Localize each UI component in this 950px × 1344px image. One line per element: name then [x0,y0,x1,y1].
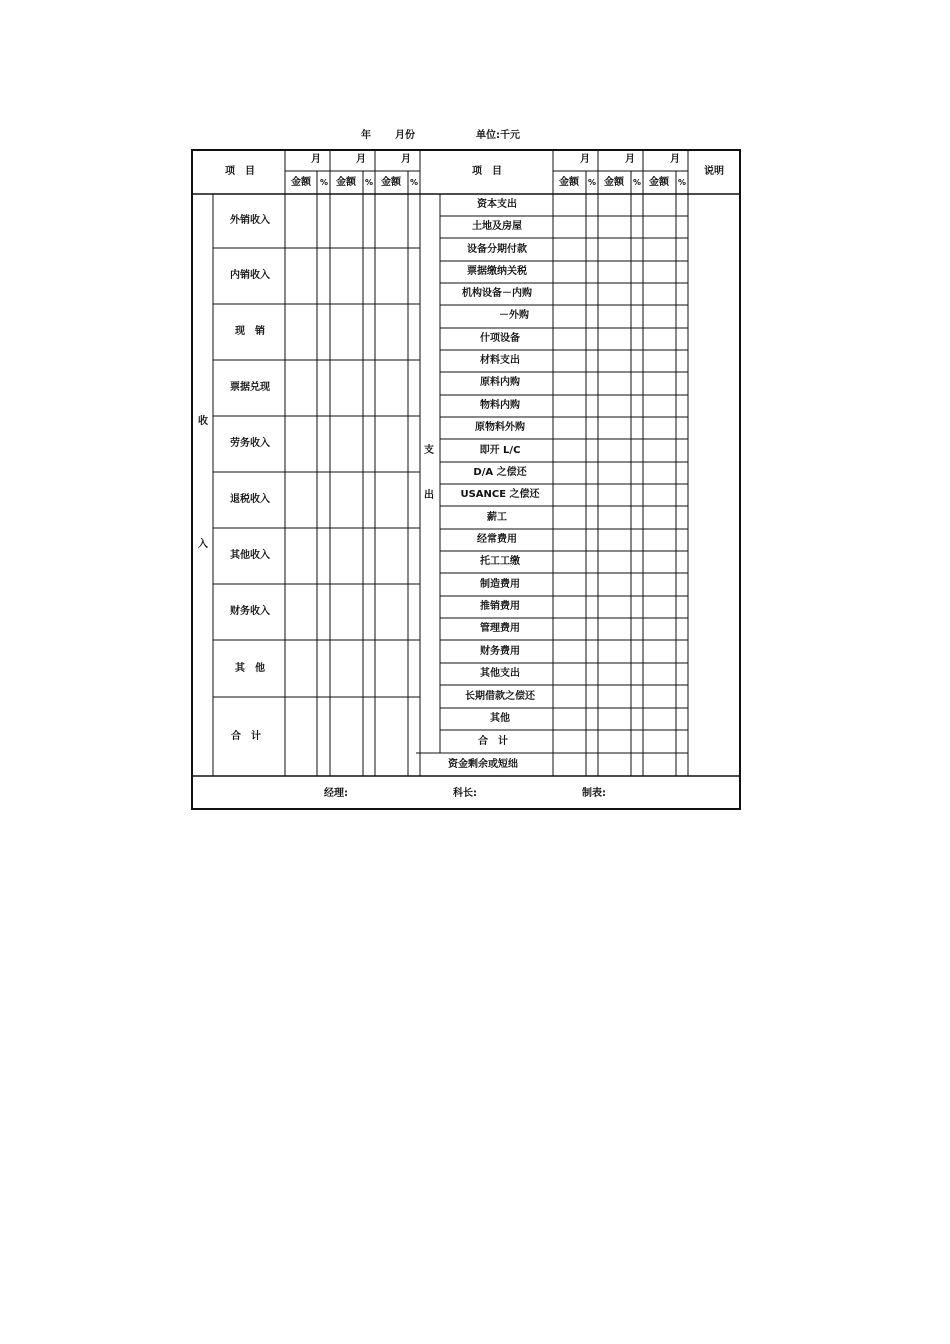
expense-item: 托工工缴 [480,556,520,567]
expense-item: 制造费用 [480,579,520,590]
percent-header: % [632,178,642,187]
manager-label: 经理: [324,788,348,799]
month-header: 月 [625,154,635,165]
income-item: 财务收入 [230,606,270,617]
expense-item: USANCE 之偿还 [460,489,540,500]
expense-group-label: 出 [424,490,434,501]
percent-header: % [587,178,597,187]
income-item: 内销收入 [230,270,270,281]
month-header: 月 [670,154,680,165]
expense-item: 管理费用 [480,623,520,634]
expense-item: －外购 [499,310,529,321]
amount-header: 金额 [604,177,624,188]
amount-header: 金额 [559,177,579,188]
expense-item: 票据缴纳关税 [467,266,527,277]
percent-header: % [677,178,687,187]
expense-item: 原物料外购 [475,422,525,433]
unit-label: 单位:千元 [476,130,520,141]
month-label: 月份 [395,130,415,141]
amount-header: 金额 [336,177,356,188]
expense-item: 即开 L/C [479,445,521,456]
expense-item: 什项设备 [480,333,520,344]
expense-item: 原料内购 [480,377,520,388]
expense-item: 设备分期付款 [467,244,527,255]
income-group-label: 入 [198,539,208,550]
expense-item: 推销费用 [480,601,520,612]
expense-item: 合 计 [478,736,508,747]
item-header-left: 项 目 [225,166,255,177]
expense-item: 经常费用 [477,534,517,545]
amount-header: 金额 [291,177,311,188]
expense-item: 其他 [490,713,510,724]
expense-item: 其他支出 [480,668,520,679]
percent-header: % [319,178,329,187]
percent-header: % [364,178,374,187]
item-header-right: 项 目 [472,166,502,177]
amount-header: 金额 [649,177,669,188]
balance-label: 资金剩余或短绌 [448,759,518,770]
expense-item: 财务费用 [480,646,520,657]
expense-item: 资本支出 [477,199,517,210]
section-chief-label: 科长: [453,788,477,799]
income-item: 外销收入 [230,215,270,226]
month-header: 月 [580,154,590,165]
month-header: 月 [401,154,411,165]
preparer-label: 制表: [582,788,606,799]
income-item: 现 销 [235,326,265,337]
income-item: 票据兑现 [230,382,270,393]
income-item: 其 他 [235,663,265,674]
amount-header: 金额 [381,177,401,188]
income-item: 劳务收入 [230,438,270,449]
income-item: 其他收入 [230,550,270,561]
income-item: 合 计 [231,731,261,742]
year-label: 年 [361,130,371,141]
income-item: 退税收入 [230,494,270,505]
expense-item: 机构设备－内购 [462,288,532,299]
expense-item: 土地及房屋 [472,221,522,232]
note-header: 说明 [704,166,724,177]
month-header: 月 [311,154,321,165]
month-header: 月 [356,154,366,165]
expense-item: D/A 之偿还 [473,467,527,478]
expense-item: 材料支出 [480,355,520,366]
expense-group-label: 支 [424,445,434,456]
expense-item: 长期借款之偿还 [465,691,535,702]
income-group-label: 收 [198,416,208,427]
expense-item: 薪工 [487,512,507,523]
expense-item: 物料内购 [480,400,520,411]
percent-header: % [409,178,419,187]
